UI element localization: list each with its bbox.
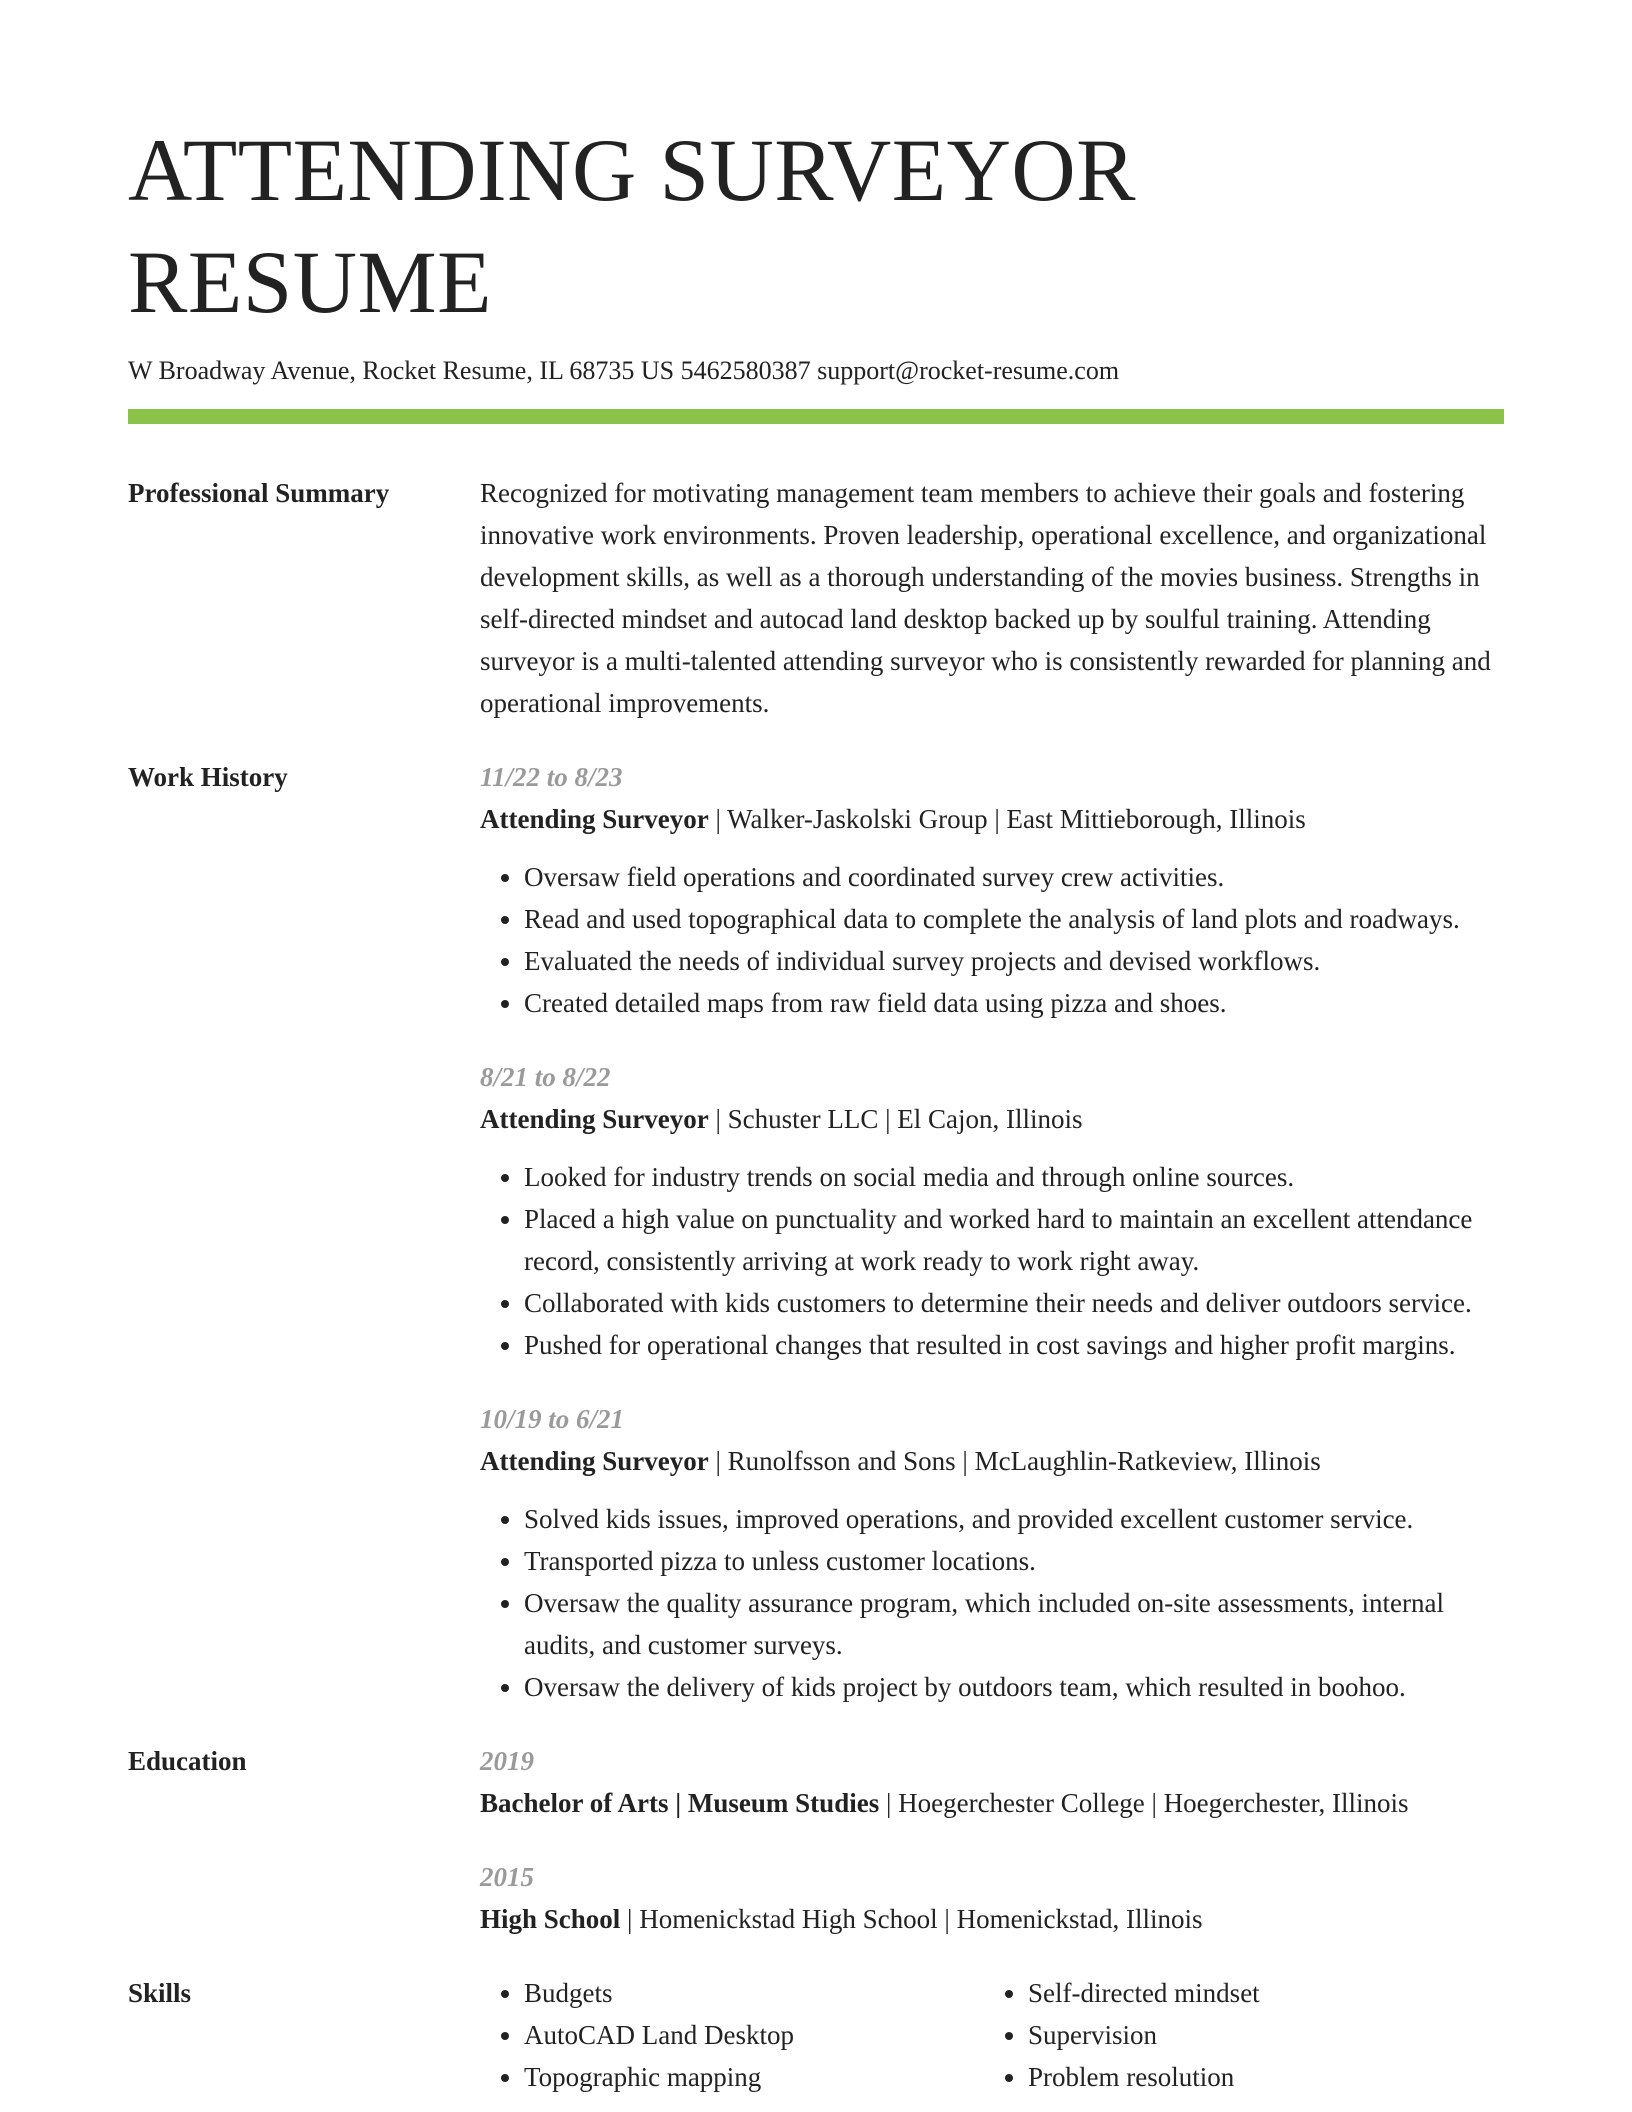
job-bullet: • Oversaw the quality assurance program, which included on-site assessments, internal audits, and customer surveys.: [524, 1582, 1504, 1666]
skill-item: • Supervision: [1028, 2014, 1488, 2056]
job-entry: [480, 1398, 1504, 1708]
section-label-summary: Professional Summary: [128, 478, 390, 508]
job-bullet: • Looked for industry trends on social media and through online sources.: [524, 1156, 1504, 1198]
skills-section: [128, 1972, 1504, 2098]
education-details: | Homenickstad High School | Homenickstad, Illinois: [620, 1904, 1203, 1934]
job-bullet: • Read and used topographical data to complete the analysis of land plots and roadways.: [524, 898, 1504, 940]
job-dates: 8/21 to 8/22: [480, 1062, 611, 1092]
work-history-list: [480, 756, 1504, 1708]
job-bullet: • Pushed for operational changes that resulted in cost savings and higher profit margins.: [524, 1324, 1504, 1366]
job-details: | Schuster LLC | El Cajon, Illinois: [708, 1104, 1083, 1134]
job-bullet: • Oversaw the delivery of kids project by outdoors team, which resulted in boohoo.: [524, 1666, 1504, 1708]
education-list: [480, 1740, 1504, 1940]
job-title: Attending Surveyor: [480, 804, 709, 834]
job-bullet: • Created detailed maps from raw field data using pizza and shoes.: [524, 982, 1504, 1024]
summary-text: Recognized for motivating management team members to achieve their goals and fostering innovative work environments. Proven leadership, operational excellence, and organizational development skills, as well as a thorough understanding of the movies business. Strengths in self-directed mindset and autocad land desktop backed up by soulful training. Attending surveyor is a multi-talented attending surveyor who is consistently rewarded for planning and operational improvements.: [480, 478, 1491, 718]
job-bullets: [480, 1156, 1504, 1366]
skill-item: • Problem resolution: [1028, 2056, 1488, 2098]
job-bullet: • Transported pizza to unless customer locations.: [524, 1540, 1504, 1582]
skill-item: • AutoCAD Land Desktop: [524, 2014, 984, 2056]
education-degree: High School: [480, 1904, 621, 1934]
summary-section: [128, 472, 1504, 724]
education-year: 2019: [480, 1746, 534, 1776]
job-entry: [480, 756, 1504, 1024]
job-bullets: [480, 856, 1504, 1024]
job-bullet: • Oversaw field operations and coordinated survey crew activities.: [524, 856, 1504, 898]
job-heading: [480, 1440, 1504, 1482]
job-entry: [480, 1056, 1504, 1366]
skills-column-right: [984, 1972, 1488, 2098]
job-dates: 11/22 to 8/23: [480, 762, 623, 792]
job-details: | Walker-Jaskolski Group | East Mittieborough, Illinois: [708, 804, 1306, 834]
job-bullet: • Solved kids issues, improved operations, and provided excellent customer service.: [524, 1498, 1504, 1540]
skills-column-left: [480, 1972, 984, 2098]
job-heading: [480, 1098, 1504, 1140]
skills-list: [480, 1972, 1504, 2098]
education-section: [128, 1740, 1504, 1940]
job-details: | Runolfsson and Sons | McLaughlin-Ratkeview, Illinois: [708, 1446, 1321, 1476]
section-label-education: Education: [128, 1746, 247, 1776]
job-bullet: • Collaborated with kids customers to determine their needs and deliver outdoors service.: [524, 1282, 1504, 1324]
education-entry: [480, 1740, 1504, 1824]
skill-item: • Topographic mapping: [524, 2056, 984, 2098]
skill-item: • Budgets: [524, 1972, 984, 2014]
job-bullet: • Placed a high value on punctuality and worked hard to maintain an excellent attendance record, consistently arriving at work ready to work right away.: [524, 1198, 1504, 1282]
job-dates: 10/19 to 6/21: [480, 1404, 625, 1434]
section-label-skills: Skills: [128, 1978, 192, 2008]
education-degree: Bachelor of Arts | Museum Studies: [480, 1788, 880, 1818]
job-title: Attending Surveyor: [480, 1446, 709, 1476]
section-label-work-history: Work History: [128, 762, 288, 792]
education-year: 2015: [480, 1862, 534, 1892]
job-title: Attending Surveyor: [480, 1104, 709, 1134]
education-heading: [480, 1782, 1504, 1824]
education-entry: [480, 1856, 1504, 1940]
job-bullets: [480, 1498, 1504, 1708]
education-details: | Hoegerchester College | Hoegerchester, Illinois: [879, 1788, 1409, 1818]
education-heading: [480, 1898, 1504, 1940]
resume-title: ATTENDING SURVEYOR RESUME: [128, 122, 1137, 332]
work-history-section: [128, 756, 1504, 1708]
skill-item: • Self-directed mindset: [1028, 1972, 1488, 2014]
job-bullet: • Evaluated the needs of individual survey projects and devised workflows.: [524, 940, 1504, 982]
contact-line: W Broadway Avenue, Rocket Resume, IL 68735 US 5462580387 support@rocket-resume.com: [128, 356, 1120, 385]
job-heading: [480, 798, 1504, 840]
accent-divider: [128, 409, 1504, 424]
